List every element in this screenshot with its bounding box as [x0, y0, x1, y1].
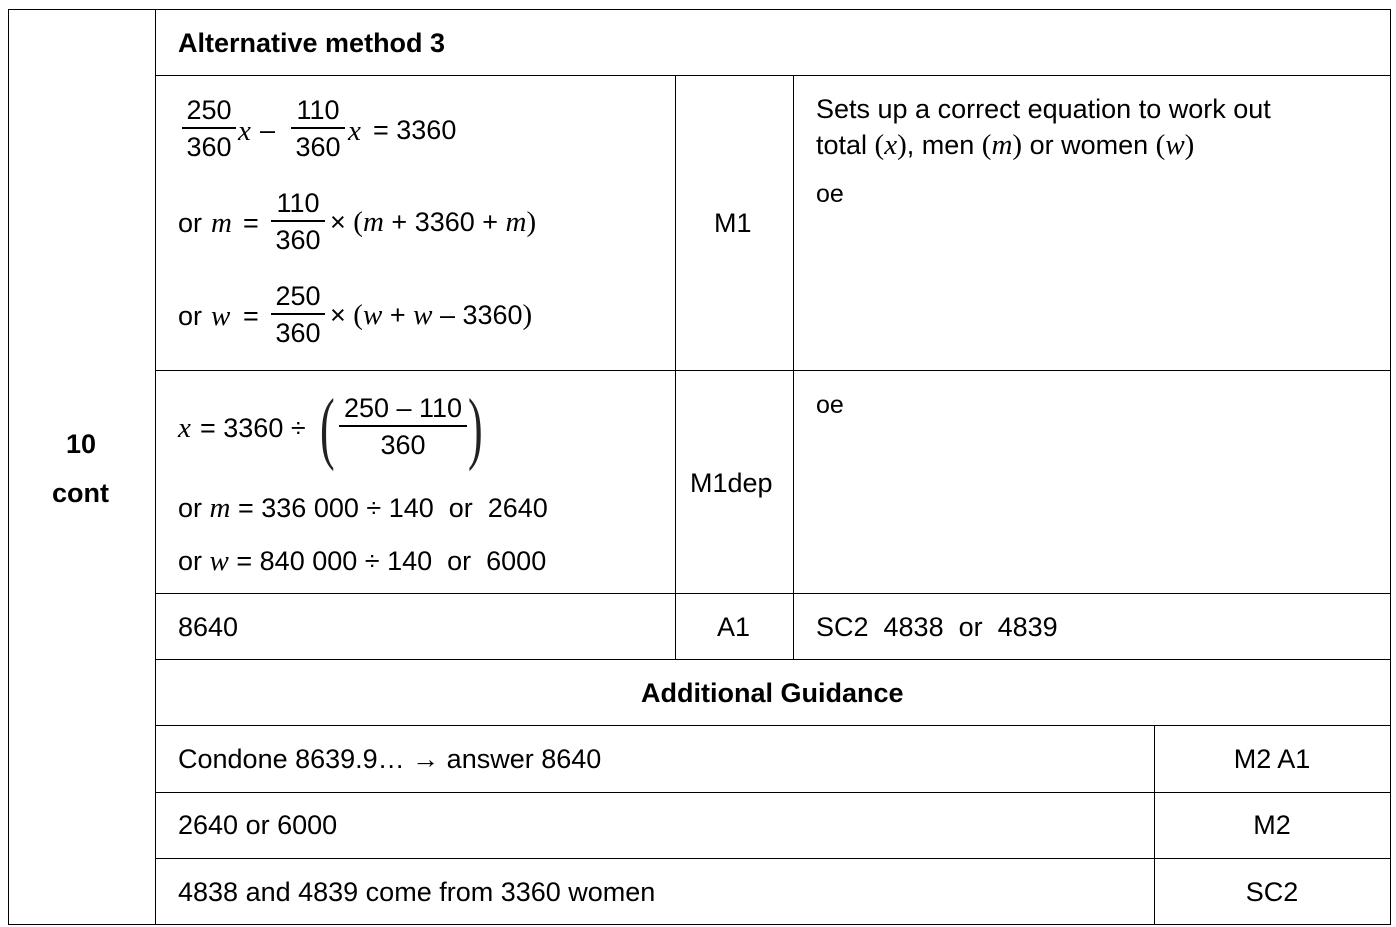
- row3-comment: SC2 4838 or 4839: [816, 612, 1058, 642]
- fraction-110-360: 110 360: [291, 97, 345, 161]
- row1-comment-oe: oe: [816, 180, 844, 208]
- expression-m: × (m + 3360 + m): [330, 206, 537, 238]
- method-title: Alternative method 3: [178, 28, 446, 58]
- divider-row3: [155, 659, 1391, 660]
- row2-equation-3: or w = 840 000 ÷ 140 or 6000: [178, 545, 547, 577]
- question-number: 10: [66, 429, 97, 459]
- fraction-250-360: 250 360: [182, 97, 236, 161]
- or-label: or: [178, 208, 203, 238]
- divider-row2: [155, 593, 1391, 594]
- divider-guidance-title: [155, 725, 1391, 726]
- border-top: [8, 9, 1391, 10]
- border-right: [1390, 9, 1391, 925]
- variable-x: x: [178, 412, 191, 444]
- variable-x: x: [348, 115, 361, 147]
- divider-guidance-2: [155, 858, 1391, 859]
- division-lhs: = 3360 ÷: [200, 413, 306, 443]
- border-left: [8, 9, 9, 925]
- row1-comment-line1: Sets up a correct equation to work out: [816, 94, 1271, 124]
- guidance-text: Condone 8639.9… → answer 8640: [178, 744, 602, 774]
- row2-comment: oe: [816, 391, 844, 419]
- fraction-250-360: 250 360: [271, 283, 325, 347]
- row2-equation-2: or m = 336 000 ÷ 140 or 2640: [178, 492, 548, 524]
- row1-comment-line2: total (x), men (m) or women (w): [816, 129, 1195, 161]
- open-bracket: (: [320, 384, 335, 472]
- row1-mark: M1: [714, 208, 752, 238]
- divider-guidance-1: [155, 792, 1391, 793]
- mark-col-right: [793, 75, 794, 660]
- variable-w: w: [211, 300, 231, 332]
- row3-mark: A1: [717, 612, 751, 642]
- question-cont: cont: [52, 478, 109, 508]
- row3-answer: 8640: [178, 612, 239, 642]
- equals-sign: =: [243, 301, 259, 331]
- mark-col-left: [675, 75, 676, 660]
- guidance-mark: M2 A1: [1233, 744, 1311, 774]
- equation-rhs: = 3360: [373, 115, 457, 145]
- minus-sign: –: [260, 115, 276, 145]
- guidance-title: Additional Guidance: [641, 678, 904, 708]
- guidance-text: 4838 and 4839 come from 3360 women: [178, 877, 656, 907]
- close-bracket: ): [468, 384, 483, 472]
- border-bottom: [8, 924, 1391, 925]
- guidance-text: 2640 or 6000: [178, 810, 338, 840]
- divider-row1: [155, 370, 1391, 371]
- row2-mark: M1dep: [690, 468, 773, 498]
- guidance-mark: M2: [1253, 810, 1291, 840]
- divider-header: [155, 75, 1391, 76]
- variable-m: m: [211, 207, 232, 239]
- equals-sign: =: [243, 208, 259, 238]
- guidance-mark: SC2: [1245, 877, 1299, 907]
- question-col-divider: [155, 9, 156, 925]
- or-label: or: [178, 301, 203, 331]
- fraction-250-minus-110-over-360: 250 – 110 360: [339, 395, 467, 459]
- expression-w: × (w + w – 3360): [330, 299, 533, 331]
- fraction-110-360: 110 360: [271, 190, 325, 254]
- variable-x: x: [238, 115, 251, 147]
